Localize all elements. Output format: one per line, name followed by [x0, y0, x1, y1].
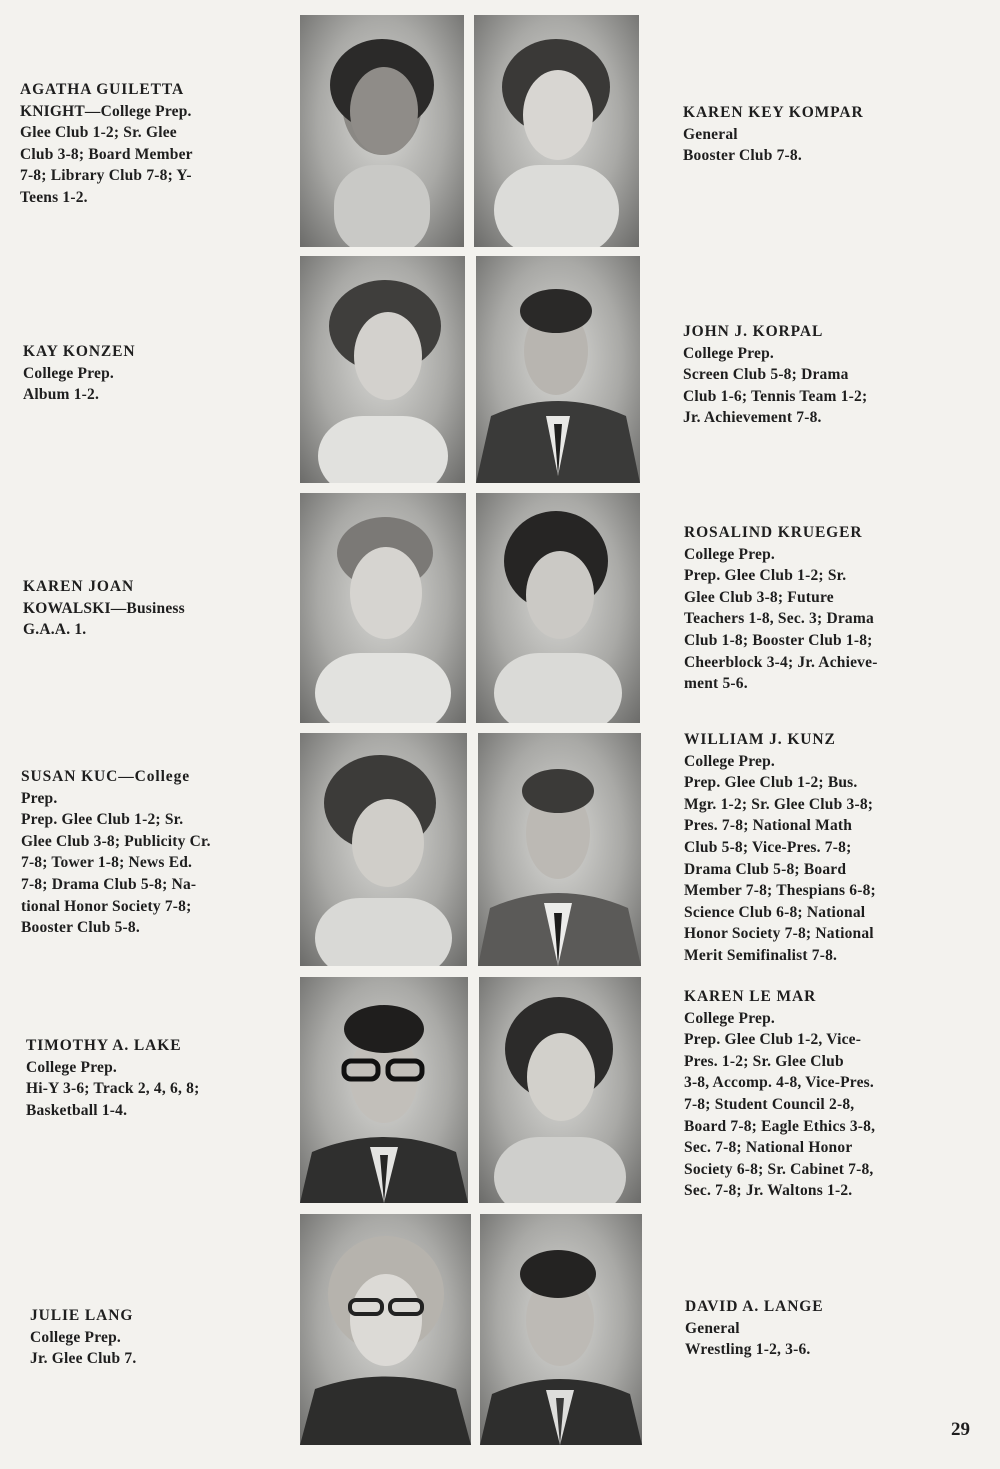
bio-kay-konzen: [23, 341, 259, 406]
portrait-photo-julie-lang: [300, 1214, 471, 1445]
bio-line: General: [685, 1319, 740, 1337]
student-name: WILLIAM J. KUNZ: [684, 731, 836, 748]
bio-karen-kowalski: [23, 576, 259, 641]
bio-line: College Prep.: [684, 1009, 775, 1027]
portrait-photo-rosalind-krueger: [476, 493, 640, 723]
bio-line: Cheerblock 3-4; Jr. Achieve-: [684, 653, 878, 671]
bio-line: College Prep.: [26, 1058, 117, 1076]
bio-line: Merit Semifinalist 7-8.: [684, 946, 838, 964]
bio-line: Board 7-8; Eagle Ethics 3-8,: [684, 1117, 876, 1135]
student-name: KAREN JOAN: [23, 578, 135, 595]
bio-william-kunz: [684, 729, 914, 967]
bio-line: 7-8; Library Club 7-8; Y-: [20, 167, 192, 185]
bio-timothy-lake: [26, 1035, 256, 1121]
bio-line: Club 1-8; Booster Club 1-8;: [684, 631, 873, 649]
bio-line: 3-8, Accomp. 4-8, Vice-Pres.: [684, 1074, 874, 1092]
bio-line: Pres. 1-2; Sr. Glee Club: [684, 1052, 844, 1070]
student-name: SUSAN KUC—College: [21, 768, 191, 785]
bio-line: Prep. Glee Club 1-2; Sr.: [21, 811, 184, 829]
page-number: 29: [951, 1419, 970, 1440]
bio-susan-kuc: [21, 766, 254, 939]
bio-line: Glee Club 3-8; Future: [684, 588, 834, 606]
bio-line: College Prep.: [683, 344, 774, 362]
bio-line: ment 5-6.: [684, 675, 748, 693]
portrait-photo-john-korpal: [476, 256, 640, 483]
bio-agatha-knight: [20, 79, 256, 209]
bio-line: Hi-Y 3-6; Track 2, 4, 6, 8;: [26, 1080, 200, 1098]
bio-line: Science Club 6-8; National: [684, 903, 866, 921]
bio-line: Society 6-8; Sr. Cabinet 7-8,: [684, 1160, 874, 1178]
bio-john-korpal: [683, 321, 913, 429]
bio-david-lange: [685, 1296, 915, 1361]
bio-line: Club 5-8; Vice-Pres. 7-8;: [684, 838, 852, 856]
bio-line: Prep.: [21, 789, 58, 807]
bio-line: College Prep.: [30, 1328, 121, 1346]
bio-line: Glee Club 1-2; Sr. Glee: [20, 124, 177, 142]
bio-line: Member 7-8; Thespians 6-8;: [684, 882, 876, 900]
bio-julie-lang: [30, 1305, 260, 1370]
bio-line: Screen Club 5-8; Drama: [683, 366, 849, 384]
portrait-photo-william-kunz: [478, 733, 641, 966]
bio-line: Sec. 7-8; National Honor: [684, 1139, 853, 1157]
bio-line: Jr. Glee Club 7.: [30, 1350, 137, 1368]
student-name: JOHN J. KORPAL: [683, 323, 824, 340]
bio-line: KOWALSKI—Business: [23, 599, 185, 617]
portrait-photo-kay-konzen: [300, 256, 465, 483]
bio-line: College Prep.: [684, 752, 775, 770]
bio-line: G.A.A. 1.: [23, 621, 87, 639]
portrait-photo-karen-kowalski: [300, 493, 466, 723]
bio-line: Teens 1-2.: [20, 188, 88, 206]
student-name: KAY KONZEN: [23, 343, 136, 360]
student-name: AGATHA GUILETTA: [20, 81, 185, 98]
student-name: KAREN KEY KOMPAR: [683, 104, 864, 121]
bio-rosalind-krueger: [684, 522, 914, 695]
bio-line: Jr. Achievement 7-8.: [683, 409, 822, 427]
bio-line: Booster Club 5-8.: [21, 919, 140, 937]
bio-line: Album 1-2.: [23, 386, 100, 404]
bio-line: tional Honor Society 7-8;: [21, 897, 192, 915]
bio-line: Basketball 1-4.: [26, 1101, 128, 1119]
portrait-photo-karen-le-mar: [479, 977, 641, 1203]
bio-line: General: [683, 125, 738, 143]
portrait-photo-david-lange: [480, 1214, 642, 1445]
bio-line: College Prep.: [684, 545, 775, 563]
bio-line: KNIGHT—College Prep.: [20, 102, 192, 120]
student-name: TIMOTHY A. LAKE: [26, 1037, 182, 1054]
bio-line: Mgr. 1-2; Sr. Glee Club 3-8;: [684, 795, 874, 813]
bio-line: Prep. Glee Club 1-2; Sr.: [684, 567, 847, 585]
bio-line: Drama Club 5-8; Board: [684, 860, 847, 878]
bio-line: Glee Club 3-8; Publicity Cr.: [21, 832, 211, 850]
bio-karen-le-mar: [684, 986, 914, 1202]
student-name: JULIE LANG: [30, 1307, 134, 1324]
bio-line: Prep. Glee Club 1-2; Bus.: [684, 774, 858, 792]
bio-line: Honor Society 7-8; National: [684, 925, 874, 943]
bio-line: 7-8; Student Council 2-8,: [684, 1095, 855, 1113]
bio-line: 7-8; Drama Club 5-8; Na-: [21, 875, 197, 893]
portrait-photo-karen-kompar: [474, 15, 639, 247]
portrait-photo-timothy-lake: [300, 977, 468, 1203]
student-name: DAVID A. LANGE: [685, 1298, 824, 1315]
student-name: ROSALIND KRUEGER: [684, 524, 863, 541]
bio-line: Wrestling 1-2, 3-6.: [685, 1341, 811, 1359]
portrait-photo-agatha-knight: [300, 15, 464, 247]
bio-line: Teachers 1-8, Sec. 3; Drama: [684, 610, 874, 628]
bio-line: Pres. 7-8; National Math: [684, 817, 853, 835]
bio-line: 7-8; Tower 1-8; News Ed.: [21, 854, 193, 872]
portrait-photo-susan-kuc: [300, 733, 467, 966]
bio-line: Club 1-6; Tennis Team 1-2;: [683, 387, 868, 405]
bio-line: Club 3-8; Board Member: [20, 145, 193, 163]
student-name: KAREN LE MAR: [684, 988, 817, 1005]
bio-line: College Prep.: [23, 364, 114, 382]
bio-line: Prep. Glee Club 1-2, Vice-: [684, 1031, 862, 1049]
bio-line: Sec. 7-8; Jr. Waltons 1-2.: [684, 1182, 853, 1200]
bio-line: Booster Club 7-8.: [683, 147, 802, 165]
bio-karen-kompar: [683, 102, 913, 167]
